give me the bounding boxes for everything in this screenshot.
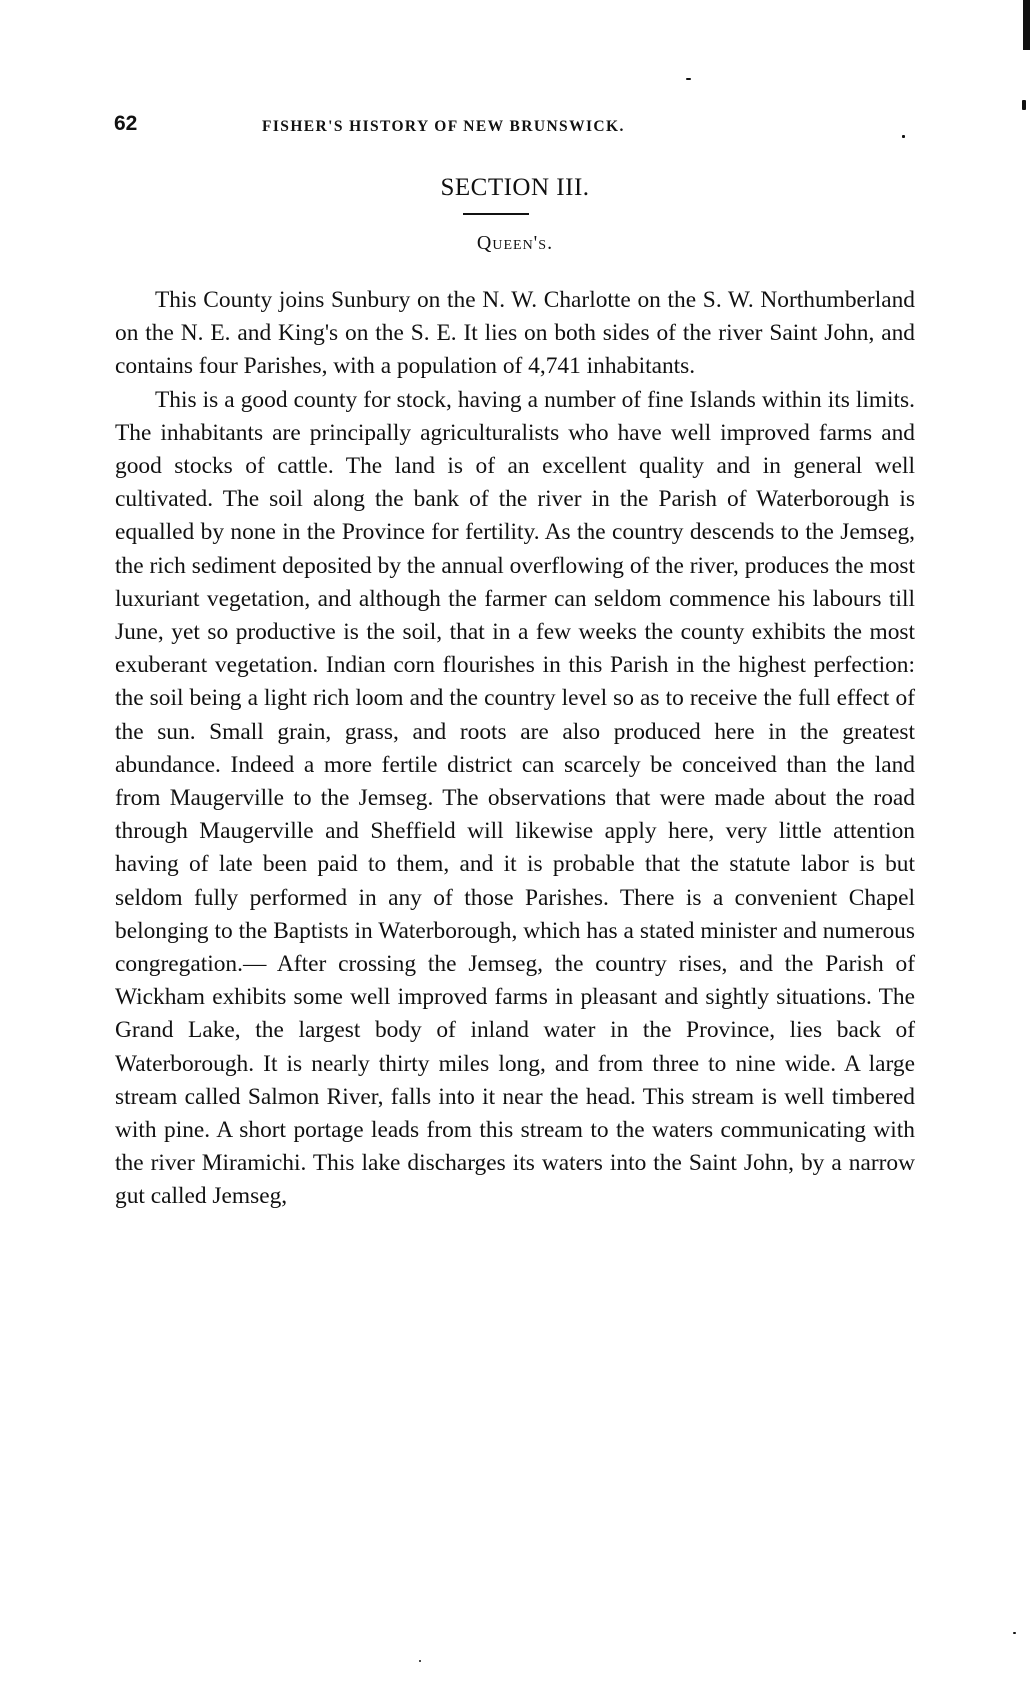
scan-speck (902, 135, 905, 138)
scan-edge-mark (1023, 0, 1030, 50)
heading-rule (463, 213, 529, 215)
paragraph: This County joins Sunbury on the N. W. Charlotte on the S. W. Northumberland on the N. E. and King's on the S. E. It lies on both sides of the river Saint John, and contains four Parishes, with a population of 4,741 inhabitants. (115, 287, 915, 380)
body-text (115, 284, 915, 1214)
page-number: 62 (114, 112, 138, 135)
scan-speck (1022, 100, 1026, 110)
section-subheading: Queen's. (476, 232, 554, 254)
section-heading: SECTION III. (440, 174, 590, 201)
paragraph: This is a good county for stock, having a number of fine Islands within its limits. The inhabitants are principally agriculturalists who have well improved farms and good stocks of cattle. The land is of an excellent quality and in general well cultivated. The soil along the bank of the river in the Parish of Waterborough is equalled by none in the Province for fertility. As the country descends to the Jemseg, the rich sediment deposited by the annual overflowing of the river, produces the most luxuriant vegetation, and although the farmer can seldom commence his labours till June, yet so productive is the soil, that in a few weeks the county exhibits the most exuberant vegetation. Indian corn flourishes in this Parish in the highest perfection: the soil being a light rich loom and the country level so as to receive the full effect of the sun. Small grain, grass, and roots are also produced here in the greatest abundance. Indeed a more fertile district can scarcely be conceived than the land from Maugerville to the Jemseg. The observations that were made about the road through Maugerville and Sheffield will likewise apply here, very little attention having of late been paid to them, and it is probable that the statute labor is but seldom fully performed in any of those Parishes. There is a convenient Chapel belonging to the Baptists in Waterborough, which has a stated minister and numerous congregation.— After crossing the Jemseg, the country rises, and the Parish of Wickham exhibits some well improved farms in pleasant and sightly situations. The Grand Lake, the largest body of inland water in the Province, lies back of Waterborough. It is nearly thirty miles long, and from three to nine wide. A large stream called Salmon River, falls into it near the head. This stream is well timbered with pine. A short portage leads from this stream to the waters communicating with the river Miramichi. This lake discharges its waters into the Saint John, by a narrow gut called Jemseg, (115, 386, 915, 1210)
scan-speck (1013, 1632, 1016, 1634)
scan-speck (419, 1660, 421, 1662)
running-head: FISHER'S HISTORY OF NEW BRUNSWICK. (262, 118, 625, 135)
scan-speck (686, 78, 691, 80)
